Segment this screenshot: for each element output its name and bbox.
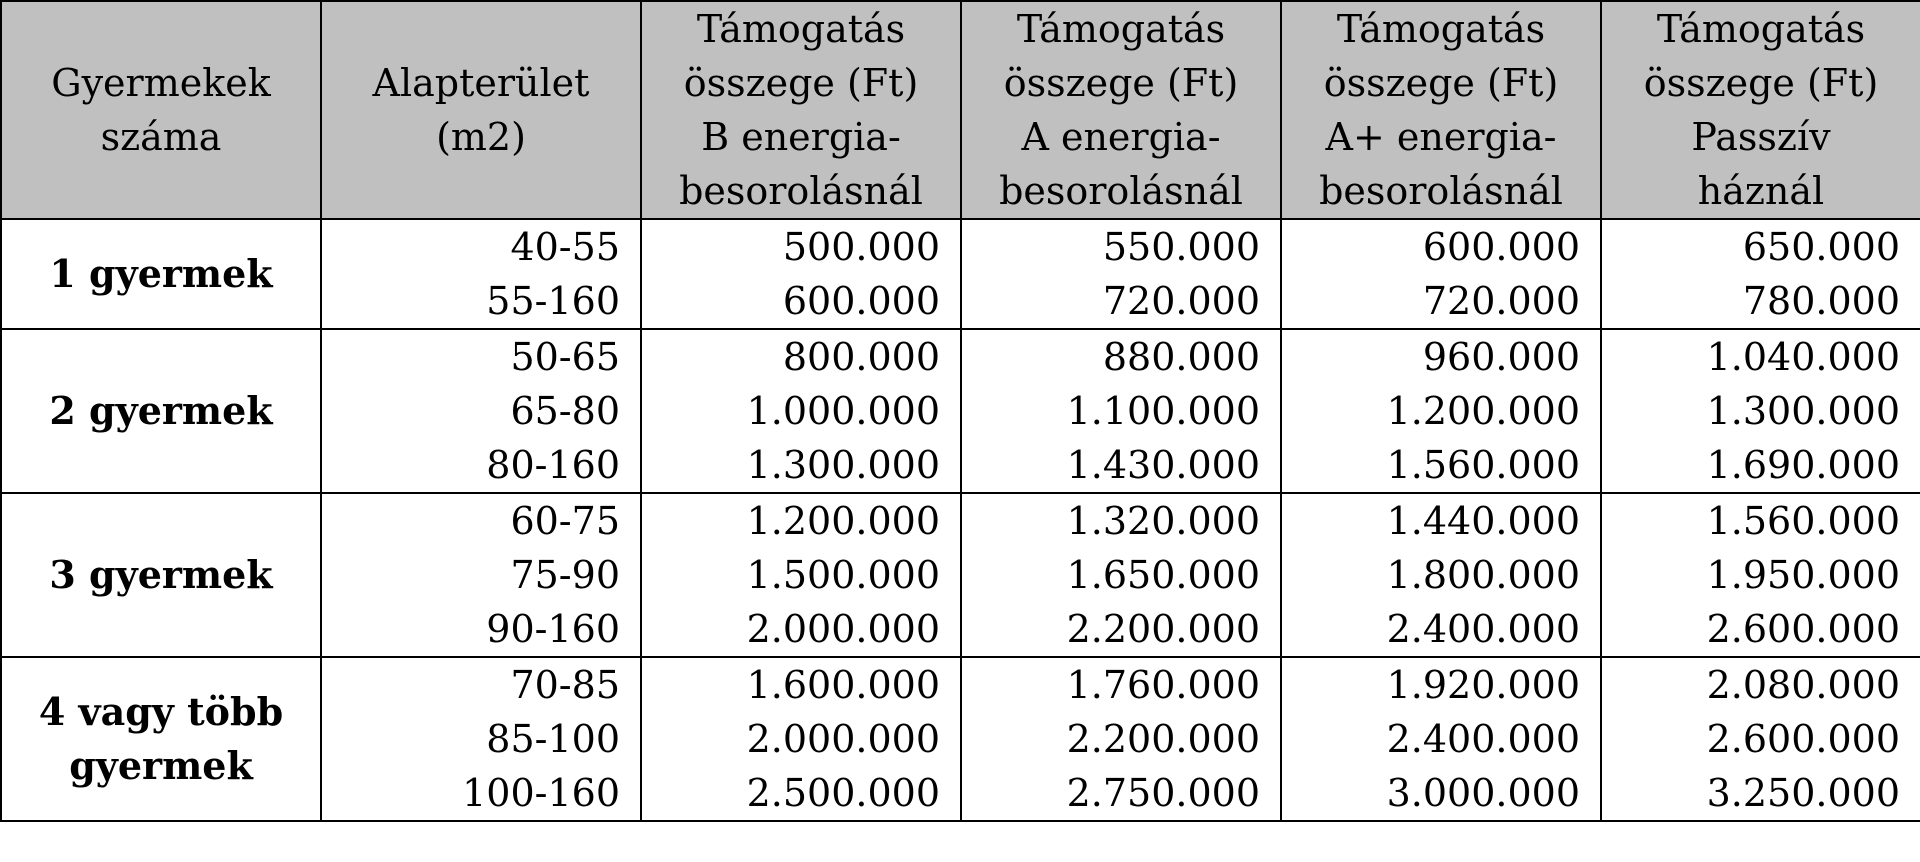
amount-class-a: 1.760.000 xyxy=(1066,663,1260,707)
header-line: Támogatás xyxy=(696,7,906,51)
amount-passive-house: 650.000 xyxy=(1742,225,1900,269)
amount-class-b-cell xyxy=(641,493,961,657)
amount-passive-house: 1.950.000 xyxy=(1706,553,1900,597)
floor-area-range: 75-90 xyxy=(510,553,620,597)
table-row xyxy=(1,657,1920,821)
header-line: Támogatás xyxy=(1656,7,1866,51)
header-line: A energia- xyxy=(1021,115,1221,159)
amount-class-a-cell xyxy=(961,657,1281,821)
amount-class-a: 2.200.000 xyxy=(1066,717,1260,761)
children-group-label xyxy=(1,493,321,657)
amount-class-b-cell xyxy=(641,219,961,329)
amount-class-b: 600.000 xyxy=(782,279,940,323)
amount-class-a-plus-cell xyxy=(1281,493,1601,657)
amount-class-a-plus: 1.200.000 xyxy=(1386,389,1580,433)
header-line: A+ energia- xyxy=(1325,115,1557,159)
amount-class-b: 1.200.000 xyxy=(746,499,940,543)
amount-passive-house: 2.080.000 xyxy=(1706,663,1900,707)
floor-area-range: 80-160 xyxy=(486,443,620,487)
children-group-label xyxy=(1,329,321,493)
amount-class-a-plus-cell xyxy=(1281,219,1601,329)
amount-class-a-plus: 2.400.000 xyxy=(1386,607,1580,651)
amount-class-a: 1.100.000 xyxy=(1066,389,1260,433)
amount-passive-house-cell xyxy=(1601,219,1920,329)
amount-class-a: 550.000 xyxy=(1102,225,1260,269)
amount-class-a-plus: 960.000 xyxy=(1422,335,1580,379)
amount-passive-house: 3.250.000 xyxy=(1706,771,1900,815)
table-row xyxy=(1,329,1920,493)
amount-passive-house: 1.300.000 xyxy=(1706,389,1900,433)
header-line: összege (Ft) xyxy=(1643,61,1879,105)
amount-class-b: 2.000.000 xyxy=(746,607,940,651)
amount-class-a-cell xyxy=(961,493,1281,657)
amount-class-a-plus: 1.800.000 xyxy=(1386,553,1580,597)
header-class-a xyxy=(961,1,1281,219)
header-line: összege (Ft) xyxy=(683,61,919,105)
header-line: összege (Ft) xyxy=(1003,61,1239,105)
floor-area-range-cell xyxy=(321,329,641,493)
header-line: Támogatás xyxy=(1336,7,1546,51)
floor-area-range: 100-160 xyxy=(462,771,620,815)
amount-class-b-cell xyxy=(641,329,961,493)
table-row xyxy=(1,493,1920,657)
amount-class-a-plus: 2.400.000 xyxy=(1386,717,1580,761)
header-line: besorolásnál xyxy=(999,169,1243,213)
amount-passive-house-cell xyxy=(1601,493,1920,657)
amount-passive-house: 1.690.000 xyxy=(1706,443,1900,487)
floor-area-range: 40-55 xyxy=(510,225,620,269)
amount-class-b: 1.000.000 xyxy=(746,389,940,433)
header-children-count xyxy=(1,1,321,219)
amount-class-a-plus: 3.000.000 xyxy=(1386,771,1580,815)
group-label-line: 1 gyermek xyxy=(49,251,273,296)
header-line: besorolásnál xyxy=(679,169,923,213)
amount-passive-house: 2.600.000 xyxy=(1706,717,1900,761)
amount-class-a: 1.430.000 xyxy=(1066,443,1260,487)
amount-class-b: 1.500.000 xyxy=(746,553,940,597)
header-line: Passzív xyxy=(1691,115,1831,159)
floor-area-range: 70-85 xyxy=(510,663,620,707)
header-class-a-plus xyxy=(1281,1,1601,219)
amount-class-a-plus: 720.000 xyxy=(1422,279,1580,323)
header-line: besorolásnál xyxy=(1319,169,1563,213)
amount-class-a-plus: 1.560.000 xyxy=(1386,443,1580,487)
children-group-label xyxy=(1,219,321,329)
amount-class-a-plus: 600.000 xyxy=(1422,225,1580,269)
amount-class-b: 500.000 xyxy=(782,225,940,269)
header-line: összege (Ft) xyxy=(1323,61,1559,105)
header-line: Alapterület xyxy=(372,61,590,105)
amount-class-b: 1.600.000 xyxy=(746,663,940,707)
header-line: B energia- xyxy=(701,115,901,159)
amount-class-a-plus-cell xyxy=(1281,329,1601,493)
amount-class-a-cell xyxy=(961,329,1281,493)
amount-class-a-cell xyxy=(961,219,1281,329)
group-label-line: 3 gyermek xyxy=(49,552,273,597)
header-line: Gyermekek xyxy=(51,61,271,105)
floor-area-range: 50-65 xyxy=(510,335,620,379)
amount-class-a: 720.000 xyxy=(1102,279,1260,323)
header-floor-area xyxy=(321,1,641,219)
floor-area-range: 90-160 xyxy=(486,607,620,651)
amount-passive-house: 2.600.000 xyxy=(1706,607,1900,651)
header-line: (m2) xyxy=(436,115,526,159)
floor-area-range-cell xyxy=(321,657,641,821)
amount-class-a: 2.200.000 xyxy=(1066,607,1260,651)
amount-passive-house: 1.560.000 xyxy=(1706,499,1900,543)
amount-class-b: 2.000.000 xyxy=(746,717,940,761)
amount-class-a-plus: 1.920.000 xyxy=(1386,663,1580,707)
amount-passive-house: 1.040.000 xyxy=(1706,335,1900,379)
floor-area-range: 55-160 xyxy=(486,279,620,323)
table-body xyxy=(1,219,1920,821)
amount-class-b: 1.300.000 xyxy=(746,443,940,487)
amount-class-a: 1.320.000 xyxy=(1066,499,1260,543)
floor-area-range-cell xyxy=(321,493,641,657)
header-line: száma xyxy=(100,115,222,159)
group-label-line: 4 vagy több xyxy=(38,689,284,734)
amount-passive-house-cell xyxy=(1601,657,1920,821)
group-label-line: 2 gyermek xyxy=(49,388,273,433)
header-line: Támogatás xyxy=(1016,7,1226,51)
amount-passive-house-cell xyxy=(1601,329,1920,493)
amount-passive-house: 780.000 xyxy=(1742,279,1900,323)
amount-class-a-plus-cell xyxy=(1281,657,1601,821)
header-line: háznál xyxy=(1697,169,1825,213)
children-group-label xyxy=(1,657,321,821)
header-passive-house xyxy=(1601,1,1920,219)
amount-class-a: 1.650.000 xyxy=(1066,553,1260,597)
group-label-line: gyermek xyxy=(69,743,253,788)
table-header xyxy=(1,1,1920,219)
amount-class-b-cell xyxy=(641,657,961,821)
floor-area-range-cell xyxy=(321,219,641,329)
floor-area-range: 65-80 xyxy=(510,389,620,433)
header-class-b xyxy=(641,1,961,219)
amount-class-a: 2.750.000 xyxy=(1066,771,1260,815)
floor-area-range: 60-75 xyxy=(510,499,620,543)
amount-class-b: 2.500.000 xyxy=(746,771,940,815)
amount-class-a: 880.000 xyxy=(1102,335,1260,379)
amount-class-a-plus: 1.440.000 xyxy=(1386,499,1580,543)
table-row xyxy=(1,219,1920,329)
header-row xyxy=(1,1,1920,219)
floor-area-range: 85-100 xyxy=(486,717,620,761)
amount-class-b: 800.000 xyxy=(782,335,940,379)
